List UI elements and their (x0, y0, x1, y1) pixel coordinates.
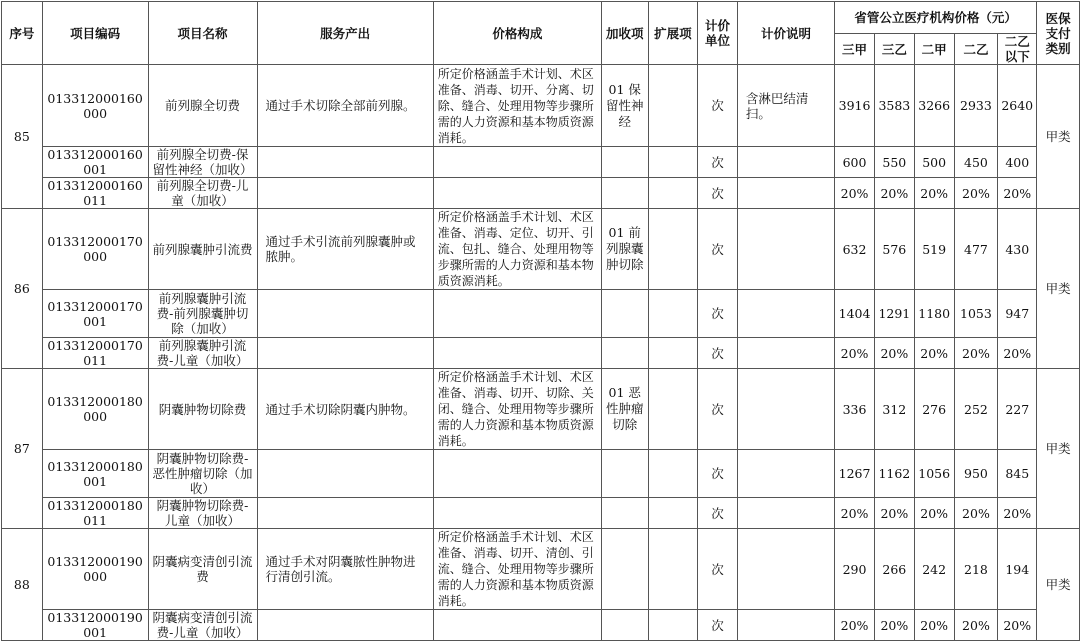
code-cell: 013312000170001 (42, 290, 148, 338)
price-cell: 276 (914, 369, 954, 450)
service-cell: 通过手术对阴囊脓性肿物进行清创引流。 (257, 529, 433, 610)
price-cell: 550 (874, 147, 914, 178)
unit-cell: 次 (698, 610, 738, 641)
pricing-note-cell (737, 450, 834, 498)
seq-cell: 88 (2, 529, 43, 641)
price-cell: 632 (835, 209, 875, 290)
price-cell: 400 (998, 147, 1037, 178)
pricing-note-cell (737, 338, 834, 369)
price-cell: 194 (998, 529, 1037, 610)
insurance-cell: 甲类 (1037, 529, 1080, 641)
price-cell: 312 (874, 369, 914, 450)
add-item-cell: 01 前列腺囊肿切除 (601, 209, 648, 290)
add-item-cell (601, 610, 648, 641)
ext-item-cell (648, 610, 698, 641)
add-item-cell (601, 147, 648, 178)
price-cell: 20% (835, 610, 875, 641)
header-add-item: 加收项 (601, 2, 648, 65)
header-pricing-note: 计价说明 (737, 2, 834, 65)
price-cell: 20% (835, 338, 875, 369)
price-cell: 20% (874, 178, 914, 209)
price-cell: 845 (998, 450, 1037, 498)
header-price-composition: 价格构成 (433, 2, 601, 65)
service-cell (257, 147, 433, 178)
unit-cell: 次 (698, 529, 738, 610)
price-composition-cell (433, 498, 601, 529)
price-cell: 430 (998, 209, 1037, 290)
add-item-cell (601, 290, 648, 338)
price-cell: 20% (874, 498, 914, 529)
price-cell: 1056 (914, 450, 954, 498)
add-item-cell (601, 498, 648, 529)
service-cell (257, 610, 433, 641)
service-cell (257, 290, 433, 338)
name-cell: 阴囊肿物切除费-儿童（加收） (148, 498, 257, 529)
header-name: 项目名称 (148, 2, 257, 65)
name-cell: 前列腺囊肿引流费-儿童（加收） (148, 338, 257, 369)
header-service: 服务产出 (257, 2, 433, 65)
header-level-eryi: 二乙 (954, 34, 998, 65)
price-cell: 950 (954, 450, 998, 498)
ext-item-cell (648, 290, 698, 338)
pricing-note-cell (737, 147, 834, 178)
header-unit: 计价单位 (698, 2, 738, 65)
service-cell: 通过手术切除阴囊内肿物。 (257, 369, 433, 450)
price-composition-cell (433, 290, 601, 338)
add-item-cell (601, 178, 648, 209)
price-cell: 20% (998, 338, 1037, 369)
price-composition-cell (433, 450, 601, 498)
price-cell: 20% (835, 178, 875, 209)
price-cell: 20% (954, 178, 998, 209)
pricing-note-cell (737, 498, 834, 529)
price-cell: 20% (954, 498, 998, 529)
price-cell: 20% (914, 178, 954, 209)
code-cell: 013312000170011 (42, 338, 148, 369)
header-level-sanyi: 三乙 (874, 34, 914, 65)
price-cell: 20% (914, 610, 954, 641)
price-cell: 1291 (874, 290, 914, 338)
price-cell: 242 (914, 529, 954, 610)
price-cell: 1180 (914, 290, 954, 338)
price-cell: 519 (914, 209, 954, 290)
service-cell (257, 498, 433, 529)
price-table (1, 1, 1080, 641)
unit-cell: 次 (698, 178, 738, 209)
price-cell: 20% (914, 338, 954, 369)
price-cell: 20% (954, 610, 998, 641)
price-cell: 576 (874, 209, 914, 290)
ext-item-cell (648, 209, 698, 290)
price-cell: 1053 (954, 290, 998, 338)
pricing-note-cell (737, 178, 834, 209)
pricing-note-cell (737, 209, 834, 290)
price-cell: 947 (998, 290, 1037, 338)
name-cell: 前列腺全切费 (148, 65, 257, 147)
seq-cell: 85 (2, 65, 43, 209)
name-cell: 阴囊肿物切除费-恶性肿瘤切除（加收） (148, 450, 257, 498)
service-cell: 通过手术引流前列腺囊肿或脓肿。 (257, 209, 433, 290)
price-cell: 500 (914, 147, 954, 178)
table-row (2, 529, 1080, 610)
price-composition-cell (433, 147, 601, 178)
unit-cell: 次 (698, 65, 738, 147)
pricing-note-cell (737, 610, 834, 641)
header-seq: 序号 (2, 2, 43, 65)
header-insurance: 医保支付类别 (1037, 2, 1080, 65)
price-cell: 20% (835, 498, 875, 529)
table-row (2, 610, 1080, 641)
add-item-cell (601, 529, 648, 610)
price-cell: 20% (998, 498, 1037, 529)
unit-cell: 次 (698, 147, 738, 178)
table-row (2, 147, 1080, 178)
price-cell: 450 (954, 147, 998, 178)
code-cell: 013312000180000 (42, 369, 148, 450)
price-cell: 1404 (835, 290, 875, 338)
pricing-note-cell (737, 369, 834, 450)
price-cell: 20% (998, 178, 1037, 209)
header-price-group: 省管公立医疗机构价格（元） (835, 2, 1037, 34)
add-item-cell (601, 338, 648, 369)
price-cell: 20% (874, 338, 914, 369)
price-composition-cell: 所定价格涵盖手术计划、术区准备、消毒、切开、分离、切除、缝合、处理用物等步骤所需的人力资源和基本物质资源消耗。 (433, 65, 601, 147)
table-row (2, 338, 1080, 369)
code-cell: 013312000180001 (42, 450, 148, 498)
code-cell: 013312000180011 (42, 498, 148, 529)
header-code: 项目编码 (42, 2, 148, 65)
insurance-cell: 甲类 (1037, 369, 1080, 529)
price-composition-cell: 所定价格涵盖手术计划、术区准备、消毒、定位、切开、引流、包扎、缝合、处理用物等步骤所需的人力资源和基本物质资源消耗。 (433, 209, 601, 290)
table-body (2, 65, 1080, 641)
insurance-cell: 甲类 (1037, 65, 1080, 209)
unit-cell: 次 (698, 338, 738, 369)
price-cell: 2933 (954, 65, 998, 147)
header-level-erjia: 二甲 (914, 34, 954, 65)
price-cell: 218 (954, 529, 998, 610)
unit-cell: 次 (698, 498, 738, 529)
code-cell: 013312000170000 (42, 209, 148, 290)
table-row (2, 178, 1080, 209)
price-cell: 3583 (874, 65, 914, 147)
name-cell: 阴囊肿物切除费 (148, 369, 257, 450)
name-cell: 前列腺囊肿引流费-前列腺囊肿切除（加收） (148, 290, 257, 338)
header-level-below: 二乙以下 (998, 34, 1037, 65)
price-cell: 3916 (835, 65, 875, 147)
ext-item-cell (648, 529, 698, 610)
price-cell: 252 (954, 369, 998, 450)
add-item-cell: 01 恶性肿瘤切除 (601, 369, 648, 450)
table-row (2, 450, 1080, 498)
price-cell: 20% (998, 610, 1037, 641)
service-cell: 通过手术切除全部前列腺。 (257, 65, 433, 147)
add-item-cell (601, 450, 648, 498)
ext-item-cell (648, 498, 698, 529)
table-row (2, 290, 1080, 338)
ext-item-cell (648, 147, 698, 178)
price-cell: 290 (835, 529, 875, 610)
add-item-cell: 01 保留性神经 (601, 65, 648, 147)
price-cell: 20% (914, 498, 954, 529)
price-cell: 2640 (998, 65, 1037, 147)
table-row (2, 498, 1080, 529)
name-cell: 前列腺全切费-保留性神经（加收） (148, 147, 257, 178)
table-row (2, 369, 1080, 450)
price-cell: 20% (874, 610, 914, 641)
code-cell: 013312000160011 (42, 178, 148, 209)
service-cell (257, 178, 433, 209)
table-row (2, 65, 1080, 147)
unit-cell: 次 (698, 209, 738, 290)
code-cell: 013312000160001 (42, 147, 148, 178)
ext-item-cell (648, 178, 698, 209)
code-cell: 013312000190001 (42, 610, 148, 641)
price-cell: 477 (954, 209, 998, 290)
price-composition-cell (433, 338, 601, 369)
price-cell: 336 (835, 369, 875, 450)
price-cell: 3266 (914, 65, 954, 147)
pricing-note-cell: 含淋巴结清扫。 (737, 65, 834, 147)
price-composition-cell: 所定价格涵盖手术计划、术区准备、消毒、切开、清创、引流、缝合、处理用物等步骤所需的人力资源和基本物质资源消耗。 (433, 529, 601, 610)
price-cell: 1267 (835, 450, 875, 498)
name-cell: 前列腺囊肿引流费 (148, 209, 257, 290)
ext-item-cell (648, 450, 698, 498)
insurance-cell: 甲类 (1037, 209, 1080, 369)
name-cell: 前列腺全切费-儿童（加收） (148, 178, 257, 209)
name-cell: 阴囊病变清创引流费-儿童（加收） (148, 610, 257, 641)
price-cell: 600 (835, 147, 875, 178)
price-cell: 20% (954, 338, 998, 369)
ext-item-cell (648, 369, 698, 450)
seq-cell: 86 (2, 209, 43, 369)
price-cell: 227 (998, 369, 1037, 450)
service-cell (257, 450, 433, 498)
service-cell (257, 338, 433, 369)
unit-cell: 次 (698, 369, 738, 450)
pricing-note-cell (737, 290, 834, 338)
pricing-note-cell (737, 529, 834, 610)
price-composition-cell: 所定价格涵盖手术计划、术区准备、消毒、切开、切除、关闭、缝合、处理用物等步骤所需的人力资源和基本物质资源消耗。 (433, 369, 601, 450)
price-cell: 266 (874, 529, 914, 610)
price-cell: 1162 (874, 450, 914, 498)
ext-item-cell (648, 338, 698, 369)
price-composition-cell (433, 178, 601, 209)
unit-cell: 次 (698, 290, 738, 338)
seq-cell: 87 (2, 369, 43, 529)
code-cell: 013312000160000 (42, 65, 148, 147)
ext-item-cell (648, 65, 698, 147)
code-cell: 013312000190000 (42, 529, 148, 610)
header-level-sanjia: 三甲 (835, 34, 875, 65)
name-cell: 阴囊病变清创引流费 (148, 529, 257, 610)
unit-cell: 次 (698, 450, 738, 498)
table-row (2, 209, 1080, 290)
price-composition-cell (433, 610, 601, 641)
header-ext-item: 扩展项 (648, 2, 698, 65)
